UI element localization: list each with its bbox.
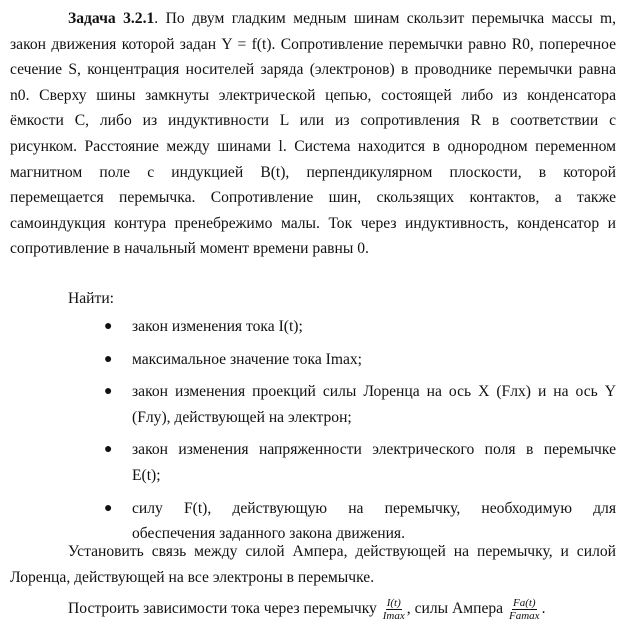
bullet-icon: ● — [104, 500, 113, 516]
bullet-icon: ● — [104, 319, 113, 334]
relation-line-1: Установить связь между силой Ампера, действующей на перемычку, и силой — [68, 543, 616, 560]
find-list — [104, 314, 616, 554]
problem-line-8: перемещается перемычка. Сопротивление шин, скользящих контактов, а также — [10, 189, 616, 207]
list-item: ● закон изменения тока I(t); — [104, 314, 616, 340]
problem-line-3: сечение S, концентрация носителей заряда (электронов) в проводнике перемычки равна — [10, 61, 616, 79]
list-item: ● закон изменения проекций силы Лоренца на ось X (Fлx) и на ось Y (Fлy), действующей на электрон; — [104, 379, 616, 430]
problem-line-6: рисунком. Расстояние между шинами l. Система находится в однородном переменном — [10, 137, 616, 155]
find-label: Найти: — [68, 290, 115, 307]
bullet-icon: ● — [104, 442, 113, 458]
relation-paragraph — [10, 539, 616, 590]
ampere-force-ratio: $\frac{Fa(t)}{Famax}$ — [509, 596, 540, 622]
problem-line-10: сопротивление в начальный момент времени равны 0. — [10, 240, 369, 258]
plot-sentence: Построить зависимости тока через перемычку $\frac{I(t)}{Imax}$ , силы Ампера $\frac{Fa(t)}{Famax}$ . — [68, 596, 546, 622]
problem-line-2: закон движения которой задан Y = f(t). Сопротивление перемычки равно R0, поперечное — [10, 35, 616, 53]
problem-line-5: ёмкости C, либо из индуктивности L или из сопротивления R в соответствии с — [10, 112, 616, 130]
list-item: ● максимальное значение тока Imax; — [104, 347, 616, 373]
problem-line-9: самоиндукция контура пренебрежимо малы. Ток через индуктивность, конденсатор и — [10, 214, 616, 232]
list-item: ● силу F(t), действующую на перемычку, необходимую для обеспечения заданного закона движения. — [104, 496, 616, 547]
problem-line-4: n0. Сверху шины замкнуты электрической цепью, состоящей либо из конденсатора — [10, 86, 616, 104]
problem-title: Задача 3.2.1 — [68, 10, 155, 27]
problem-line-1: Задача 3.2.1. По двум гладким медным шинам скользит перемычка массы m, — [68, 10, 616, 27]
bullet-icon: ● — [104, 351, 113, 367]
problem-line-7: магнитном поле с индукцией B(t), перпендикулярном плоскости, в которой — [10, 163, 616, 181]
list-item: ● закон изменения напряженности электрического поля в перемычке E(t); — [104, 437, 616, 488]
problem-paragraph — [10, 6, 616, 262]
current-ratio: $\frac{I(t)}{Imax}$ — [382, 596, 405, 622]
bullet-icon: ● — [104, 384, 113, 400]
relation-line-2: Лоренца, действующей на все электроны в перемычке. — [10, 568, 375, 586]
